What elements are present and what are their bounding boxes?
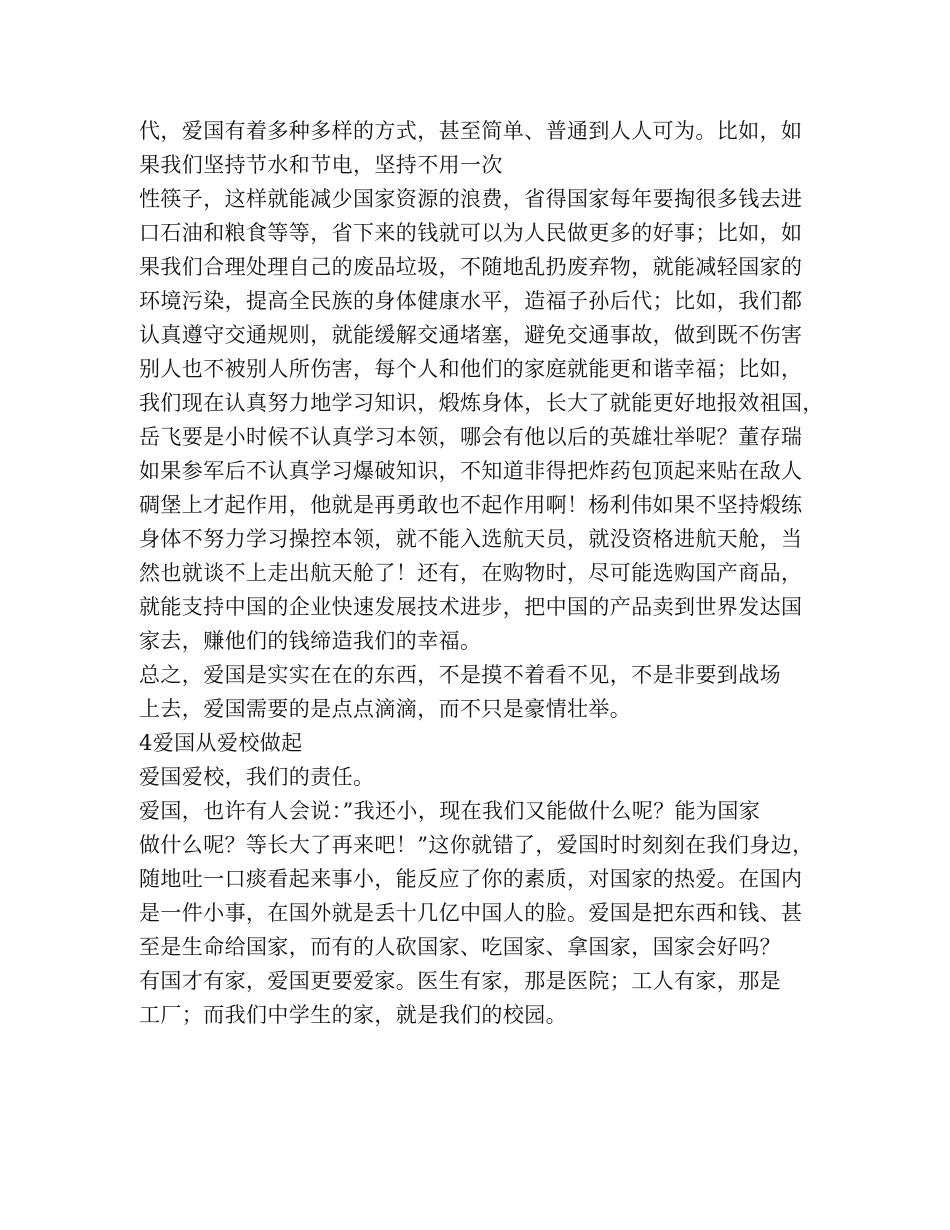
text-line: 随地吐一口痰看起来事小，能反应了你的素质，对国家的热爱。在国内 [139,867,803,891]
text-line: 碉堡上才起作用，他就是再勇敢也不起作用啊！杨利伟如果不坚持煅练 [139,493,803,517]
text-line: 有国才有家，爱国更要爱家。医生有家，那是医院；工人有家，那是 [139,969,781,993]
text-line: 岳飞要是小时候不认真学习本领，哪会有他以后的英雄壮举呢？董存瑞 [139,425,803,449]
text-line: 爱国爱校，我们的责任。 [139,765,375,789]
text-line: 是一件小事，在国外就是丢十几亿中国人的脸。爱国是把东西和钱、甚 [139,901,803,925]
text-line: 我们现在认真努力地学习知识，煅炼身体，长大了就能更好地报效祖国， [139,391,824,415]
text-line: 身体不努力学习操控本领，就不能入选航天员，就没资格进航天舱，当 [139,527,803,551]
text-line: 总之，爱国是实实在在的东西，不是摸不着看不见，不是非要到战场 [139,663,781,687]
text-line: 上去，爱国需要的是点点滴滴，而不只是豪情壮举。 [139,697,632,721]
text-line: 就能支持中国的企业快速发展技术进步，把中国的产品卖到世界发达国 [139,595,803,619]
text-line: 果我们合理处理自己的废品垃圾，不随地乱扔废弃物，就能减轻国家的 [139,255,803,279]
text-line: 至是生命给国家，而有的人砍国家、吃国家、拿国家，国家会好吗？ [139,935,781,959]
text-line: 代，爱国有着多种多样的方式，甚至简单、普通到人人可为。比如，如 [139,119,803,143]
text-line: 口石油和粮食等等，省下来的钱就可以为人民做更多的好事；比如，如 [139,221,803,245]
text-line: 做什么呢？等长大了再来吧！”这你就错了，爱国时时刻刻在我们身边， [139,833,814,857]
text-line: 家去，赚他们的钱缔造我们的幸福。 [139,629,482,653]
text-line: 性筷子，这样就能减少国家资源的浪费，省得国家每年要掏很多钱去进 [139,187,803,211]
text-line: 然也就谈不上走出航天舱了！还有，在购物时，尽可能选购国产商品， [139,561,803,585]
text-line: 别人也不被别人所伤害，每个人和他们的家庭就能更和谐幸福；比如， [139,357,803,381]
text-line: 爱国，也许有人会说：”我还小，现在我们又能做什么呢？能为国家 [139,799,761,823]
text-line: 工厂；而我们中学生的家，就是我们的校园。 [139,1003,567,1027]
document-body [139,114,824,1032]
text-line: 环境污染，提高全民族的身体健康水平，造福子孙后代；比如，我们都 [139,289,803,313]
text-line: 如果参军后不认真学习爆破知识，不知道非得把炸药包顶起来贴在敌人 [139,459,803,483]
text-line: 认真遵守交通规则，就能缓解交通堵塞，避免交通事故，做到既不伤害 [139,323,803,347]
text-line: 果我们坚持节水和节电，坚持不用一次 [139,153,503,177]
section-heading: 4爱国从爱校做起 [139,731,303,755]
